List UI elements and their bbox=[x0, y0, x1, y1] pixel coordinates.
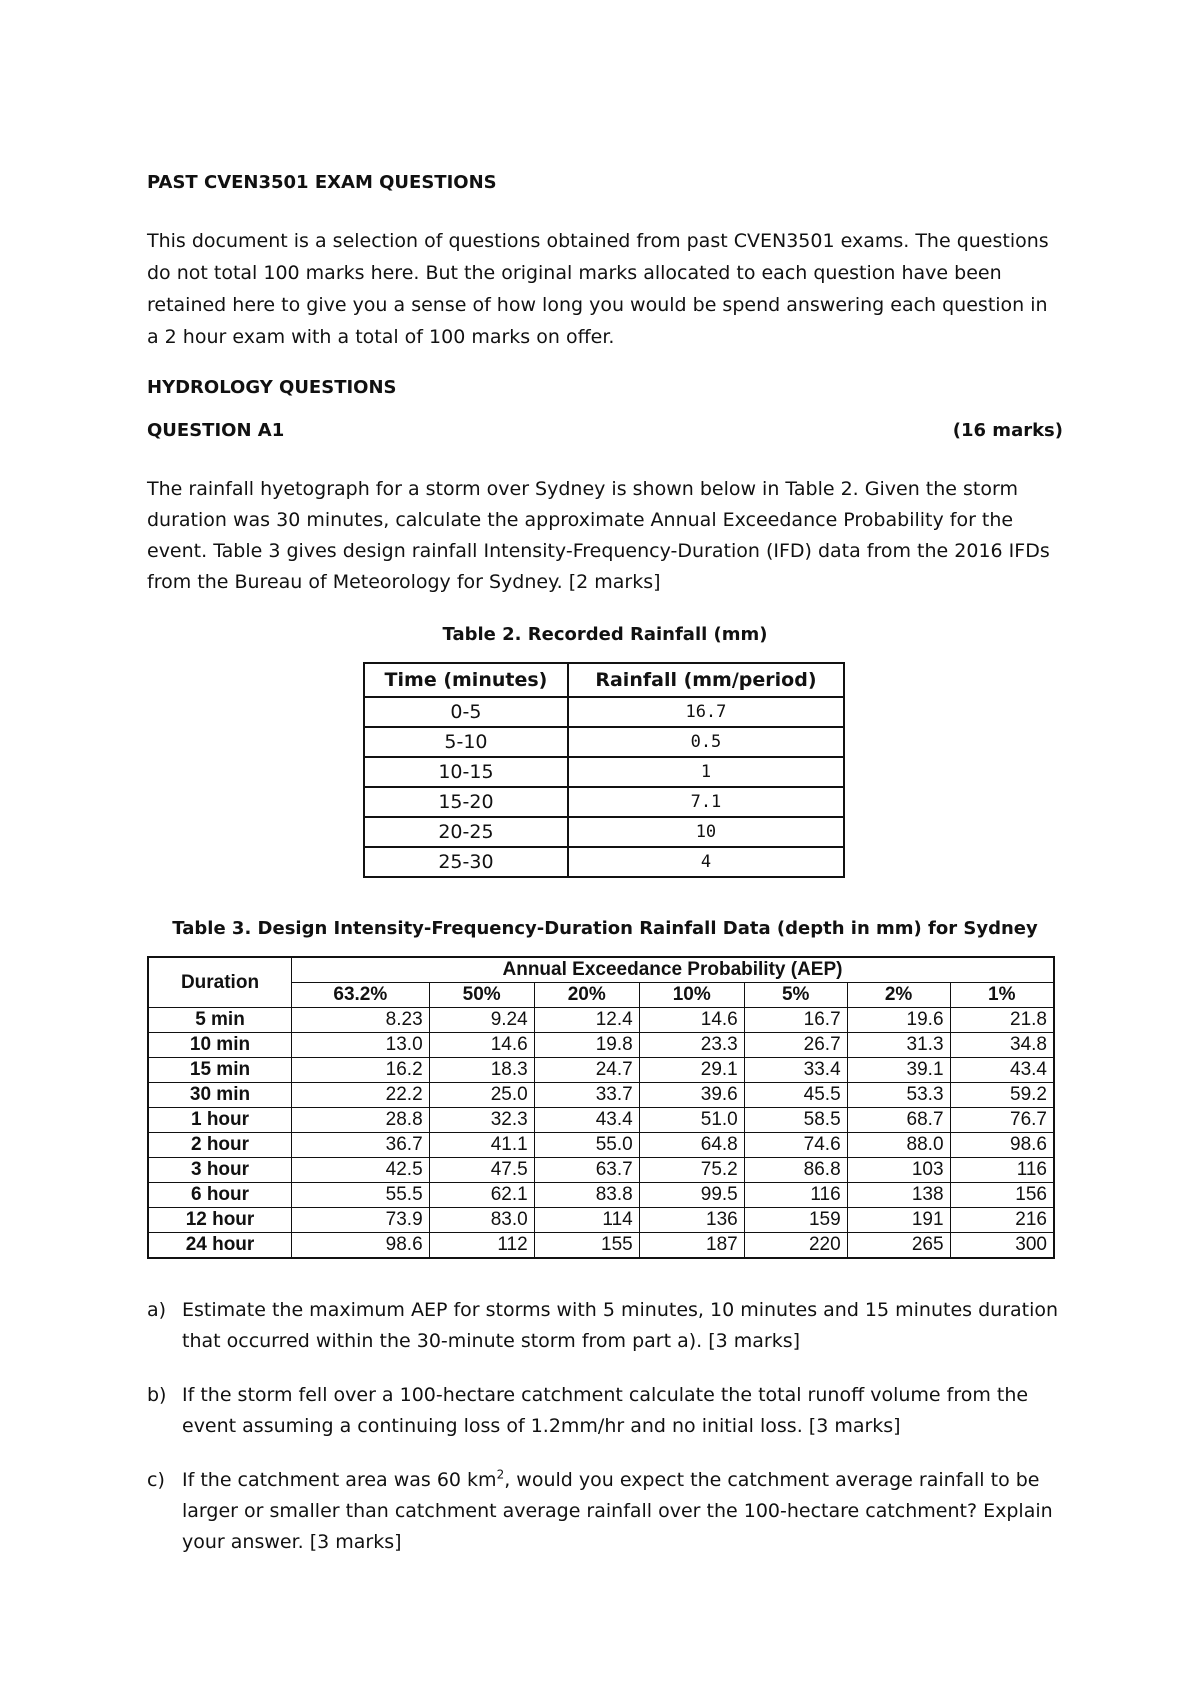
depth-cell: 16.7 bbox=[744, 1008, 847, 1033]
depth-cell: 14.6 bbox=[429, 1033, 534, 1058]
table-row bbox=[148, 1233, 1054, 1259]
ifd-table-body bbox=[148, 1008, 1054, 1259]
duration-cell: 12 hour bbox=[148, 1208, 292, 1233]
time-cell: 0-5 bbox=[364, 697, 568, 727]
depth-cell: 116 bbox=[744, 1183, 847, 1208]
depth-cell: 103 bbox=[847, 1158, 950, 1183]
depth-cell: 47.5 bbox=[429, 1158, 534, 1183]
depth-cell: 116 bbox=[950, 1158, 1054, 1183]
duration-cell: 3 hour bbox=[148, 1158, 292, 1183]
depth-cell: 29.1 bbox=[639, 1058, 744, 1083]
aep-column-header: 50% bbox=[429, 983, 534, 1008]
intro-paragraph: This document is a selection of questions obtained from past CVEN3501 exams. The questions do not total 100 marks here. But the original marks allocated to each question have been retained here to give you a sense of how long you would be spend answering each question in a 2 hour exam with a total of 100 marks on offer. bbox=[147, 230, 1049, 348]
depth-cell: 42.5 bbox=[292, 1158, 430, 1183]
depth-cell: 12.4 bbox=[534, 1008, 639, 1033]
table-row bbox=[364, 847, 844, 877]
depth-cell: 33.7 bbox=[534, 1083, 639, 1108]
column-header: Time (minutes) bbox=[364, 663, 568, 697]
depth-cell: 31.3 bbox=[847, 1033, 950, 1058]
depth-cell: 73.9 bbox=[292, 1208, 430, 1233]
rainfall-cell: 10 bbox=[568, 817, 844, 847]
depth-cell: 39.1 bbox=[847, 1058, 950, 1083]
depth-cell: 156 bbox=[950, 1183, 1054, 1208]
table-row bbox=[364, 817, 844, 847]
table3-caption: Table 3. Design Intensity-Frequency-Duration Rainfall Data (depth in mm) for Sydney bbox=[172, 918, 1038, 939]
part-text: Estimate the maximum AEP for storms with 5 minutes, 10 minutes and 15 minutes duration that occurred within the 30-minute storm from part a). [3 marks] bbox=[182, 1299, 1059, 1352]
time-cell: 20-25 bbox=[364, 817, 568, 847]
depth-cell: 191 bbox=[847, 1208, 950, 1233]
section-title: HYDROLOGY QUESTIONS bbox=[147, 377, 397, 398]
depth-cell: 43.4 bbox=[950, 1058, 1054, 1083]
rainfall-table bbox=[363, 662, 845, 878]
table-row bbox=[364, 787, 844, 817]
time-cell: 5-10 bbox=[364, 727, 568, 757]
table-row bbox=[148, 1083, 1054, 1108]
depth-cell: 98.6 bbox=[950, 1133, 1054, 1158]
ifd-table bbox=[147, 956, 1055, 1259]
table-row bbox=[364, 727, 844, 757]
rainfall-cell: 4 bbox=[568, 847, 844, 877]
aep-group-header: Annual Exceedance Probability (AEP) bbox=[292, 957, 1055, 983]
rainfall-cell: 7.1 bbox=[568, 787, 844, 817]
depth-cell: 13.0 bbox=[292, 1033, 430, 1058]
depth-cell: 9.24 bbox=[429, 1008, 534, 1033]
table-row bbox=[148, 1108, 1054, 1133]
depth-cell: 76.7 bbox=[950, 1108, 1054, 1133]
question-header bbox=[147, 420, 1063, 441]
depth-cell: 41.1 bbox=[429, 1133, 534, 1158]
depth-cell: 18.3 bbox=[429, 1058, 534, 1083]
depth-cell: 19.6 bbox=[847, 1008, 950, 1033]
question-label: QUESTION A1 bbox=[147, 420, 285, 441]
depth-cell: 39.6 bbox=[639, 1083, 744, 1108]
depth-cell: 86.8 bbox=[744, 1158, 847, 1183]
aep-column-header: 5% bbox=[744, 983, 847, 1008]
superscript: 2 bbox=[496, 1467, 505, 1482]
depth-cell: 88.0 bbox=[847, 1133, 950, 1158]
question-part-a bbox=[147, 1295, 1063, 1357]
depth-cell: 300 bbox=[950, 1233, 1054, 1259]
depth-cell: 26.7 bbox=[744, 1033, 847, 1058]
part-text-end: , would you expect the catchment average rainfall to be larger or smaller than catchment average rainfall over the 100-hectare catchment? Explain your answer. [3 marks] bbox=[182, 1469, 1053, 1553]
depth-cell: 68.7 bbox=[847, 1108, 950, 1133]
table-row bbox=[148, 1058, 1054, 1083]
table2-caption: Table 2. Recorded Rainfall (mm) bbox=[442, 624, 768, 645]
depth-cell: 21.8 bbox=[950, 1008, 1054, 1033]
depth-cell: 74.6 bbox=[744, 1133, 847, 1158]
depth-cell: 55.5 bbox=[292, 1183, 430, 1208]
depth-cell: 83.0 bbox=[429, 1208, 534, 1233]
question-parts bbox=[147, 1295, 1063, 1581]
table-header-row bbox=[148, 957, 1054, 983]
depth-cell: 25.0 bbox=[429, 1083, 534, 1108]
depth-cell: 136 bbox=[639, 1208, 744, 1233]
depth-cell: 155 bbox=[534, 1233, 639, 1259]
duration-cell: 10 min bbox=[148, 1033, 292, 1058]
depth-cell: 112 bbox=[429, 1233, 534, 1259]
depth-cell: 216 bbox=[950, 1208, 1054, 1233]
depth-cell: 63.7 bbox=[534, 1158, 639, 1183]
duration-cell: 1 hour bbox=[148, 1108, 292, 1133]
depth-cell: 32.3 bbox=[429, 1108, 534, 1133]
part-text-start: If the catchment area was 60 km bbox=[182, 1469, 497, 1491]
depth-cell: 265 bbox=[847, 1233, 950, 1259]
aep-column-header: 10% bbox=[639, 983, 744, 1008]
aep-column-header: 63.2% bbox=[292, 983, 430, 1008]
depth-cell: 220 bbox=[744, 1233, 847, 1259]
depth-cell: 19.8 bbox=[534, 1033, 639, 1058]
depth-cell: 159 bbox=[744, 1208, 847, 1233]
question-part-b bbox=[147, 1380, 1063, 1442]
duration-cell: 2 hour bbox=[148, 1133, 292, 1158]
depth-cell: 98.6 bbox=[292, 1233, 430, 1259]
table-row bbox=[148, 1033, 1054, 1058]
depth-cell: 16.2 bbox=[292, 1058, 430, 1083]
time-cell: 15-20 bbox=[364, 787, 568, 817]
part-label: a) bbox=[147, 1299, 167, 1321]
depth-cell: 43.4 bbox=[534, 1108, 639, 1133]
part-label: b) bbox=[147, 1384, 167, 1406]
part-label: c) bbox=[147, 1469, 165, 1491]
table-row bbox=[148, 1208, 1054, 1233]
aep-column-header: 20% bbox=[534, 983, 639, 1008]
depth-cell: 33.4 bbox=[744, 1058, 847, 1083]
rainfall-cell: 0.5 bbox=[568, 727, 844, 757]
question-text: The rainfall hyetograph for a storm over Sydney is shown below in Table 2. Given the storm duration was 30 minutes, calculate the approximate Annual Exceedance Probability for the event. Table 3 gives design rainfall Intensity-Frequency-Duration (IFD) data from the 2016 IFDs from the Bureau of Meteorology for Sydney. [2 marks] bbox=[147, 478, 1050, 593]
depth-cell: 45.5 bbox=[744, 1083, 847, 1108]
depth-cell: 53.3 bbox=[847, 1083, 950, 1108]
table-row bbox=[364, 757, 844, 787]
depth-cell: 62.1 bbox=[429, 1183, 534, 1208]
depth-cell: 14.6 bbox=[639, 1008, 744, 1033]
table-row bbox=[148, 1008, 1054, 1033]
table-header-row bbox=[364, 663, 844, 697]
table-row bbox=[148, 1183, 1054, 1208]
depth-cell: 24.7 bbox=[534, 1058, 639, 1083]
table-row bbox=[148, 1133, 1054, 1158]
table-row bbox=[364, 697, 844, 727]
depth-cell: 28.8 bbox=[292, 1108, 430, 1133]
table-row bbox=[148, 1158, 1054, 1183]
duration-cell: 15 min bbox=[148, 1058, 292, 1083]
depth-cell: 8.23 bbox=[292, 1008, 430, 1033]
rainfall-table-body bbox=[364, 697, 844, 877]
aep-column-header: 1% bbox=[950, 983, 1054, 1008]
depth-cell: 83.8 bbox=[534, 1183, 639, 1208]
duration-cell: 6 hour bbox=[148, 1183, 292, 1208]
duration-cell: 30 min bbox=[148, 1083, 292, 1108]
duration-cell: 24 hour bbox=[148, 1233, 292, 1259]
rainfall-cell: 1 bbox=[568, 757, 844, 787]
aep-column-header: 2% bbox=[847, 983, 950, 1008]
depth-cell: 114 bbox=[534, 1208, 639, 1233]
depth-cell: 22.2 bbox=[292, 1083, 430, 1108]
time-cell: 25-30 bbox=[364, 847, 568, 877]
depth-cell: 75.2 bbox=[639, 1158, 744, 1183]
document-title: PAST CVEN3501 EXAM QUESTIONS bbox=[147, 172, 497, 193]
depth-cell: 138 bbox=[847, 1183, 950, 1208]
time-cell: 10-15 bbox=[364, 757, 568, 787]
depth-cell: 59.2 bbox=[950, 1083, 1054, 1108]
duration-header: Duration bbox=[148, 957, 292, 1008]
depth-cell: 51.0 bbox=[639, 1108, 744, 1133]
depth-cell: 34.8 bbox=[950, 1033, 1054, 1058]
depth-cell: 187 bbox=[639, 1233, 744, 1259]
depth-cell: 64.8 bbox=[639, 1133, 744, 1158]
part-text: If the storm fell over a 100-hectare catchment calculate the total runoff volume from the event assuming a continuing loss of 1.2mm/hr and no initial loss. [3 marks] bbox=[182, 1384, 1029, 1437]
depth-cell: 58.5 bbox=[744, 1108, 847, 1133]
depth-cell: 55.0 bbox=[534, 1133, 639, 1158]
rainfall-cell: 16.7 bbox=[568, 697, 844, 727]
depth-cell: 99.5 bbox=[639, 1183, 744, 1208]
depth-cell: 23.3 bbox=[639, 1033, 744, 1058]
question-part-c bbox=[147, 1465, 1063, 1558]
question-marks: (16 marks) bbox=[952, 420, 1063, 441]
column-header: Rainfall (mm/period) bbox=[568, 663, 844, 697]
duration-cell: 5 min bbox=[148, 1008, 292, 1033]
depth-cell: 36.7 bbox=[292, 1133, 430, 1158]
part-text bbox=[182, 1469, 1053, 1553]
